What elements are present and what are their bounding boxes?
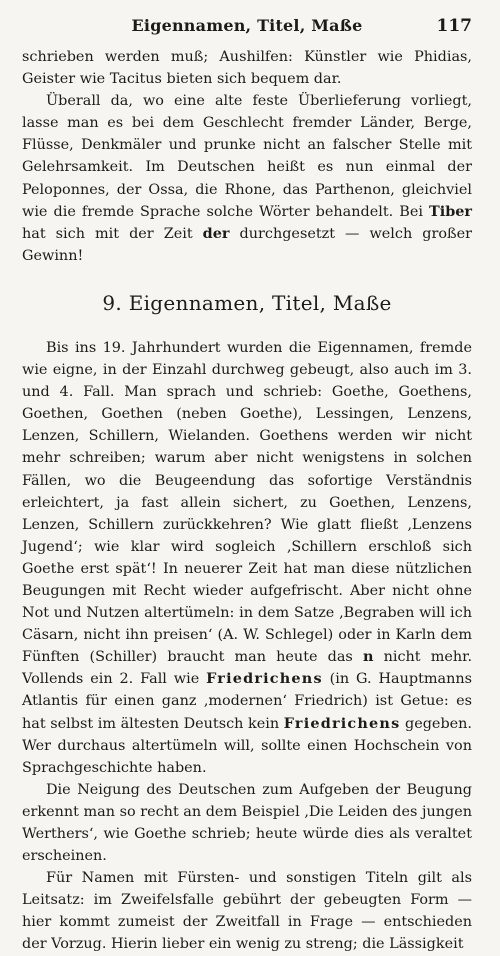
emphasis-friedrichens: Friedrichens bbox=[206, 670, 323, 688]
emphasis-friedrichens-2: Friedrichens bbox=[283, 714, 401, 732]
running-header-title: Eigennamen, Titel, Maße bbox=[131, 15, 363, 35]
emphasis-tiber: Tiber bbox=[429, 202, 473, 220]
page-number: 117 bbox=[436, 16, 472, 36]
paragraph-werther: Die Neigung des Deutschen zum Aufgeben der Beugung erkennt man so recht an dem Beispiel ‚Die Leiden des jungen Werthers‘, wie Goethe schrieb; heute würde dies als veraltet erscheinen. bbox=[22, 781, 472, 865]
paragraph-tradition: Überall da, wo eine alte feste Überlieferung vorliegt, lasse man es bei dem Geschlecht fremder Länder, Berge, Flüsse, Denkmäler und prunke nicht an falscher Stelle mit Gelehrsamkeit. Im Deutschen heißt es nun einmal der Peloponnes, der Ossa, die Rhone, das Parthenon, gleichviel wie die fremde Sprache solche Wörter behandelt. Bei Tiber hat sich mit der Zeit der durchgesetzt — welch großer Gewinn! bbox=[22, 93, 473, 264]
section-heading: 9. Eigennamen, Titel, Maße bbox=[102, 290, 392, 315]
body-text bbox=[22, 46, 472, 956]
emphasis-n: n bbox=[362, 648, 374, 666]
emphasis-der: der bbox=[202, 224, 230, 242]
paragraph-continuation: schrieben werden muß; Aushilfen: Künstler wie Phidias, Geister wie Tacitus bieten sich bequem dar. bbox=[22, 49, 472, 88]
running-header bbox=[22, 8, 472, 42]
paragraph-titles: Für Namen mit Fürsten- und sonstigen Titeln gilt als Leitsatz: im Zweifelsfalle gebührt der gebeugten Form — hier kommt zumeist der Zweitfall in Frage — entschieden der Vorzug. Hierin lieber ein wenig zu streng; die Lässigkeit bbox=[22, 870, 472, 953]
paragraph-declension: Bis ins 19. Jahrhundert wurden die Eigennamen, fremde wie eigne, in der Einzahl durchweg gebeugt, also auch im 3. und 4. Fall. Man sprach und schrieb: Goethe, Goethens, Goethen, Goethen (neben Goethe), Lessingen, Lenzens, Lenzen, Schillern, Wielanden. Goethens werden wir nicht mehr schreiben; warum aber nicht wenigstens in solchen Fällen, wo die Beugeendung das sofortige Verständnis erleichtert, ja fast allein sichert, zu Goethen, Lenzens, Lenzen, Schillern zurückkehren? Wie glatt fließt ‚Lenzens Jugend‘; wie klar wird sogleich ‚Schillern erschloß sich Goethe erst spät‘! In neuerer Zeit hat man diese nützlichen Beugungen mit Recht wieder aufgefrischt. Aber nicht ohne Not und Nutzen altertümeln: in dem Satze ‚Begraben will ich Cäsarn, nicht ihn preisen‘ (A. W. Schlegel) oder in Karln dem Fünften (Schiller) braucht man heute das n nicht mehr. Vollends ein 2. Fall wie Friedrichens (in G. Hauptmanns Atlantis für einen ganz ‚modernen‘ Friedrich) ist Getue: es hat selbst im ältesten Deutsch kein Friedrichens gegeben. Wer durchaus altertümeln will, sollte einen Hochschein von Sprachgeschichte haben. bbox=[22, 339, 473, 776]
